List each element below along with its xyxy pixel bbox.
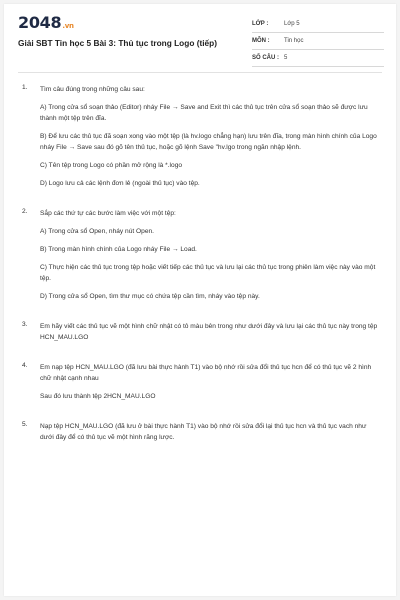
question-4 bbox=[22, 362, 382, 409]
question-number: 1. bbox=[22, 84, 28, 91]
option-d: D) Logo lưu cả các lệnh đơn lẻ (ngoài thủ tục) vào tệp. bbox=[40, 180, 200, 187]
document-header bbox=[4, 4, 396, 66]
meta-value: Lớp 5 bbox=[284, 21, 300, 27]
option-b: B) Trong màn hình chính của Logo nháy File → Load. bbox=[40, 246, 197, 253]
meta-row-subject bbox=[252, 33, 384, 50]
meta-row-grade bbox=[252, 16, 384, 33]
question-number: 5. bbox=[22, 421, 28, 428]
logo-main: 2048 bbox=[18, 13, 62, 32]
option-c: C) Tên tệp trong Logo có phần mở rộng là *.logo bbox=[40, 162, 183, 169]
meta-value: 5 bbox=[284, 55, 288, 61]
meta-key: LỚP : bbox=[252, 21, 269, 27]
meta-key: SỐ CÂU : bbox=[252, 55, 279, 61]
site-logo[interactable] bbox=[18, 13, 74, 32]
question-text: Nạp tệp HCN_MAU.LGO (đã lưu ở bài thực hành T1) vào bộ nhớ rồi sửa đổi lại thủ tục hcn và thủ tục vach như dưới đây để có thủ tục vẽ một hình răng lược. bbox=[40, 423, 367, 441]
document-page bbox=[4, 4, 396, 596]
question-text: Em nạp tệp HCN_MAU.LGO (đã lưu bài thực hành T1) vào bộ nhớ rồi sửa đổi thủ tục hcn để có thủ tục vẽ 2 hình chữ nhật cạnh nhau bbox=[40, 364, 372, 382]
option-d: D) Trong cửa sổ Open, tìm thư mục có chứa tệp cần tìm, nháy vào tệp này. bbox=[40, 293, 260, 300]
question-list bbox=[22, 84, 382, 462]
question-number: 3. bbox=[22, 321, 28, 328]
question-number: 2. bbox=[22, 208, 28, 215]
question-2 bbox=[22, 208, 382, 309]
meta-value: Tin học bbox=[284, 38, 304, 44]
meta-key: MÔN : bbox=[252, 38, 270, 44]
question-number: 4. bbox=[22, 362, 28, 369]
option-a: A) Trong cửa sổ Open, nháy nút Open. bbox=[40, 228, 155, 235]
document-meta bbox=[252, 16, 384, 67]
option-a: A) Trong cửa sổ soạn thảo (Editor) nháy File → Save and Exit thì các thủ tục trên cửa sổ soạn thảo sẽ được lưu thành một tệp trên đĩa. bbox=[40, 104, 368, 122]
question-5 bbox=[22, 421, 382, 450]
question-text: Em hãy viết các thủ tục vẽ một hình chữ nhật có tô màu bên trong như dưới đây và lưu lại các thủ tục này trong tệp HCN_MAU.LGO bbox=[40, 323, 378, 341]
question-text: Sắp các thứ tự các bước làm việc với một tệp: bbox=[40, 210, 176, 217]
question-3 bbox=[22, 321, 382, 350]
question-note: Sau đó lưu thành tệp 2HCN_MAU.LGO bbox=[40, 393, 156, 400]
question-1 bbox=[22, 84, 382, 196]
meta-row-question-count bbox=[252, 50, 384, 67]
document-title: Giải SBT Tin học 5 Bài 3: Thủ tục trong Logo (tiếp) bbox=[18, 38, 217, 48]
logo-tld: .vn bbox=[62, 22, 74, 30]
option-c: C) Thực hiện các thủ tục trong tệp hoặc viết tiếp các thủ tục và lưu lại các thủ tục trong phiên làm việc này vào một tệp. bbox=[40, 264, 376, 282]
option-b: B) Để lưu các thủ tục đã soạn xong vào một tệp (là hv.logo chẳng hạn) lưu trên đĩa, trong màn hình chính của Logo nháy File → Save sau đó gõ tên thủ tục, hoặc gõ lệnh Save "hv.lgo trong ngăn nhập lệnh. bbox=[40, 133, 377, 151]
header-divider bbox=[18, 72, 382, 73]
question-text: Tìm câu đúng trong những câu sau: bbox=[40, 86, 145, 93]
